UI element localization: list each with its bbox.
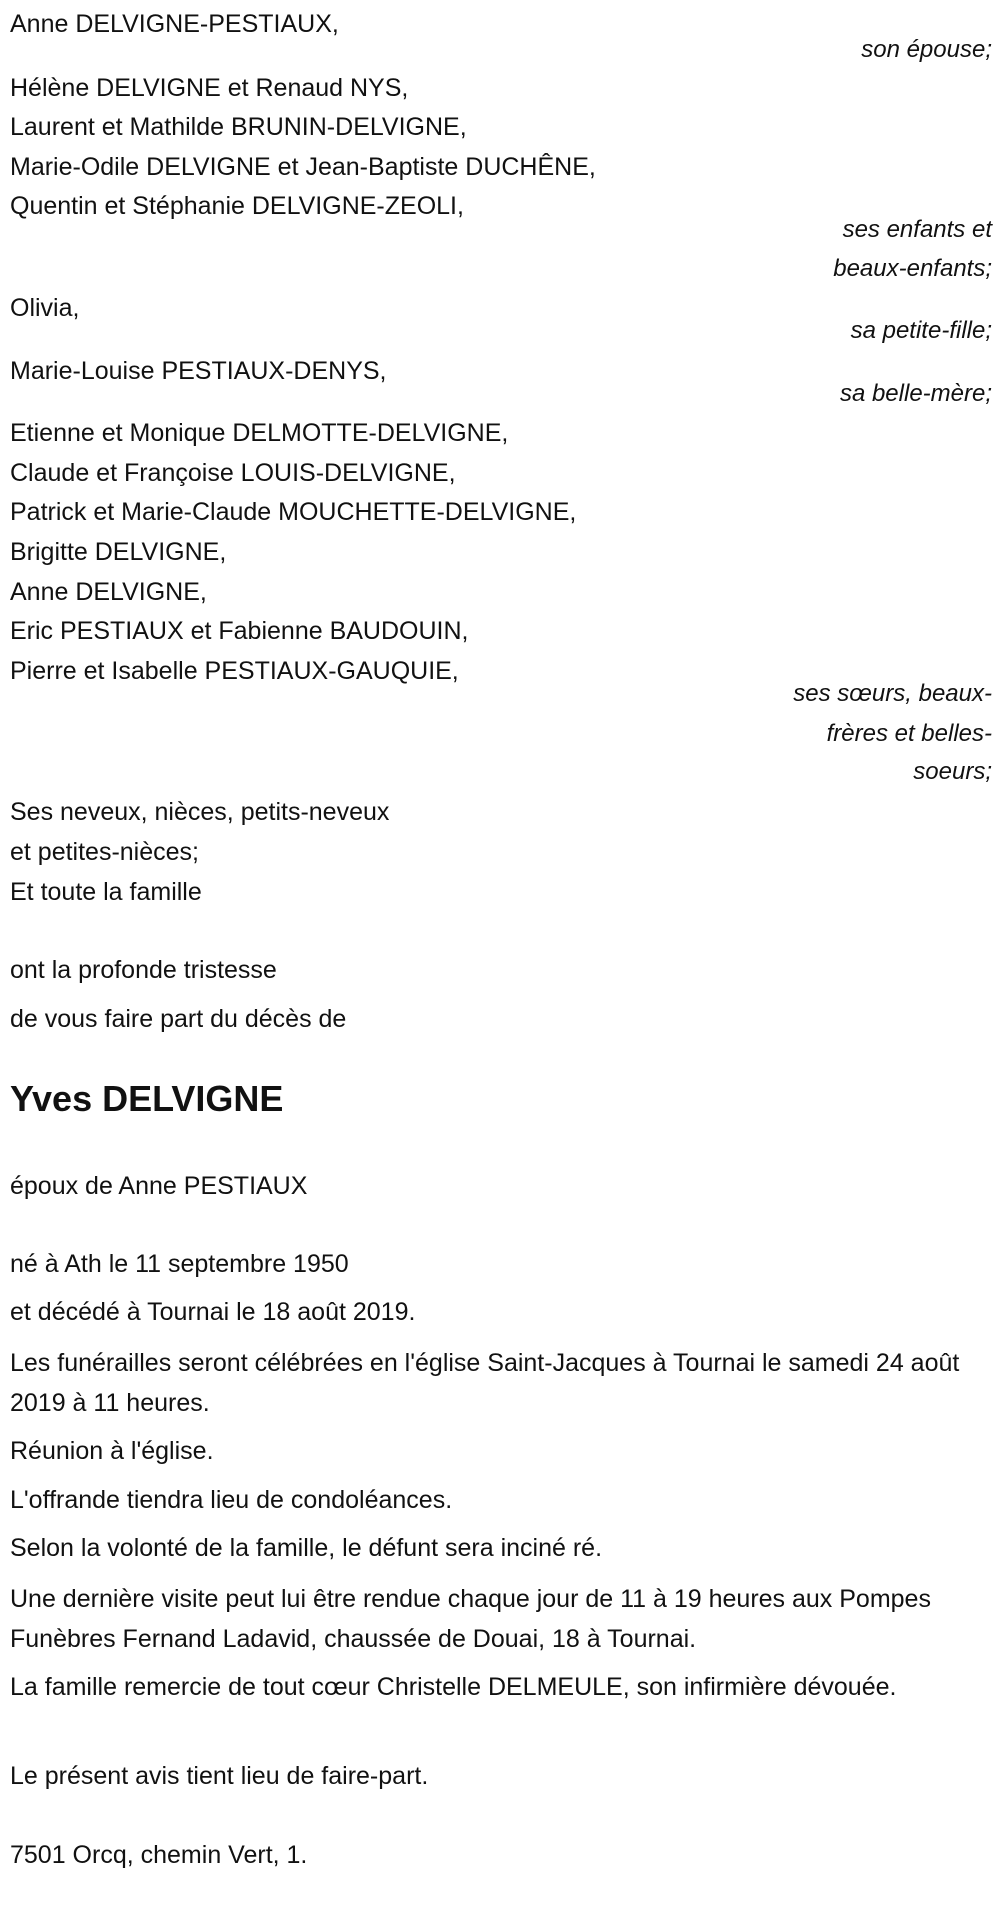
sibling-line: Claude et Françoise LOUIS-DELVIGNE, <box>10 459 456 487</box>
sibling-line: Brigitte DELVIGNE, <box>10 538 227 566</box>
granddaughter-label: sa petite-fille; <box>850 317 992 344</box>
notice-info: Le présent avis tient lieu de faire-part. <box>10 1762 429 1790</box>
others-line: Ses neveux, nièces, petits-neveux <box>10 798 390 826</box>
siblings-label: ses sœurs, beaux- <box>793 680 992 707</box>
sibling-line: Pierre et Isabelle PESTIAUX-GAUQUIE, <box>10 657 459 685</box>
sibling-line: Eric PESTIAUX et Fabienne BAUDOUIN, <box>10 617 469 645</box>
children-label: beaux-enfants; <box>833 255 992 282</box>
child-line: Marie-Odile DELVIGNE et Jean-Baptiste DUCHÊNE, <box>10 153 596 181</box>
mother-in-law-label: sa belle-mère; <box>839 380 992 407</box>
sibling-line: Patrick et Marie-Claude MOUCHETTE-DELVIGNE, <box>10 498 577 526</box>
siblings-label: soeurs; <box>913 758 992 785</box>
thanks-info: La famille remercie de tout cœur Christelle DELMEULE, son infirmière dévouée. <box>10 1673 897 1701</box>
others-line: Et toute la famille <box>10 878 202 906</box>
announcement-line: de vous faire part du décès de <box>10 1005 347 1033</box>
offering-info: L'offrande tiendra lieu de condoléances. <box>10 1486 453 1514</box>
children-label: ses enfants et <box>842 216 992 243</box>
sibling-line: Anne DELVIGNE, <box>10 578 207 606</box>
visitation-info: Une dernière visite peut lui être rendue chaque jour de 11 à 19 heures aux Pompes Funèbres Fernand Ladavid, chaussée de Douai, 18 à Tournai. <box>10 1585 931 1653</box>
mother-in-law-name: Marie-Louise PESTIAUX-DENYS, <box>10 357 387 385</box>
child-line: Quentin et Stéphanie DELVIGNE-ZEOLI, <box>10 192 464 220</box>
death-info: et décédé à Tournai le 18 août 2019. <box>10 1298 416 1326</box>
deceased-name: Yves DELVIGNE <box>10 1078 284 1119</box>
announcement-line: ont la profonde tristesse <box>10 956 277 984</box>
funeral-info: Les funérailles seront célébrées en l'église Saint-Jacques à Tournai le samedi 24 août 2019 à 11 heures. <box>10 1349 960 1417</box>
child-line: Hélène DELVIGNE et Renaud NYS, <box>10 74 409 102</box>
child-line: Laurent et Mathilde BRUNIN-DELVIGNE, <box>10 113 467 141</box>
gathering-info: Réunion à l'église. <box>10 1437 214 1465</box>
birth-info: né à Ath le 11 septembre 1950 <box>10 1250 349 1278</box>
others-line: et petites-nièces; <box>10 838 199 866</box>
spouse-name: Anne DELVIGNE-PESTIAUX, <box>10 10 339 38</box>
siblings-label: frères et belles- <box>826 720 992 747</box>
spouse-of: époux de Anne PESTIAUX <box>10 1172 308 1200</box>
sibling-line: Etienne et Monique DELMOTTE-DELVIGNE, <box>10 419 509 447</box>
address: 7501 Orcq, chemin Vert, 1. <box>10 1841 308 1869</box>
granddaughter-name: Olivia, <box>10 294 80 322</box>
spouse-label: son épouse; <box>861 36 992 63</box>
cremation-info: Selon la volonté de la famille, le défunt sera inciné ré. <box>10 1534 603 1562</box>
